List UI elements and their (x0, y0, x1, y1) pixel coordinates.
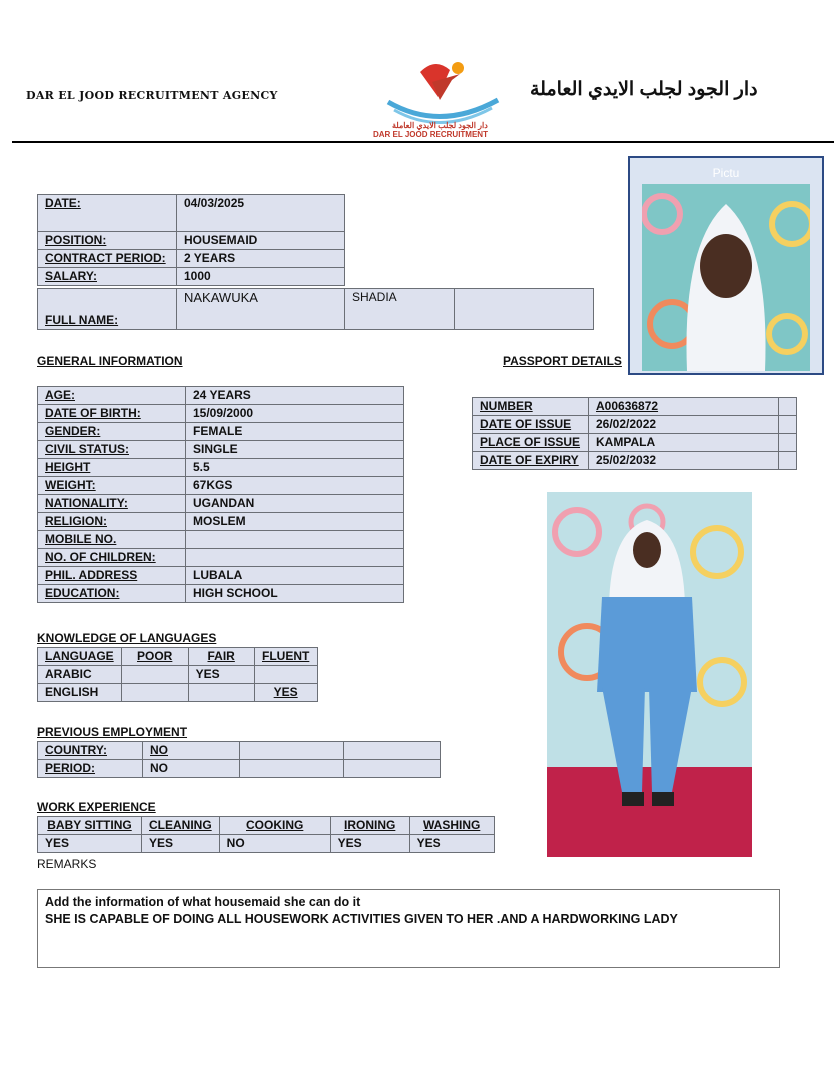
work-experience-header: COOKING (219, 817, 330, 835)
passport-label: NUMBER (473, 398, 589, 416)
last-name-value: SHADIA (345, 289, 455, 330)
job-info-table (37, 194, 345, 286)
table-row (38, 477, 404, 495)
previous-employment-table (37, 741, 441, 778)
empty-cell (240, 742, 344, 760)
general-info-value: HIGH SCHOOL (186, 585, 404, 603)
work-experience-value: YES (409, 835, 494, 853)
general-info-value: 67KGS (186, 477, 404, 495)
general-info-label: NO. OF CHILDREN: (38, 549, 186, 567)
table-row (38, 232, 345, 250)
language-fluent: YES (254, 684, 317, 702)
salary-label: SALARY: (38, 268, 177, 286)
table-row (38, 742, 441, 760)
table-row (473, 434, 797, 452)
general-information-title: GENERAL INFORMATION (37, 354, 183, 368)
language-header: POOR (121, 648, 188, 666)
logo-text-arabic: دار الجود لجلب الايدي العاملة (392, 121, 488, 130)
general-info-value: FEMALE (186, 423, 404, 441)
general-info-value (186, 549, 404, 567)
languages-title: KNOWLEDGE OF LANGUAGES (37, 631, 217, 645)
languages-table (37, 647, 318, 702)
country-label: COUNTRY: (38, 742, 143, 760)
table-row (38, 195, 345, 232)
empty-cell (344, 760, 441, 778)
work-experience-value: YES (330, 835, 409, 853)
salary-value: 1000 (177, 268, 345, 286)
passport-label: DATE OF EXPIRY (473, 452, 589, 470)
table-row (38, 585, 404, 603)
work-experience-title: WORK EXPERIENCE (37, 800, 156, 814)
header-divider (12, 141, 834, 143)
general-info-value (186, 531, 404, 549)
position-label: POSITION: (38, 232, 177, 250)
general-info-label: RELIGION: (38, 513, 186, 531)
passport-photo-frame (628, 156, 824, 375)
country-value: NO (143, 742, 240, 760)
previous-employment-title: PREVIOUS EMPLOYMENT (37, 725, 188, 739)
language-fair (188, 684, 254, 702)
general-information-table (37, 386, 404, 603)
table-row (38, 250, 345, 268)
period-label: PERIOD: (38, 760, 143, 778)
table-row (38, 387, 404, 405)
table-row (473, 452, 797, 470)
full-body-photo (547, 492, 752, 857)
table-row (38, 835, 495, 853)
table-row (38, 817, 495, 835)
passport-details-title: PASSPORT DETAILS (503, 354, 622, 368)
logo-text-english: DAR EL JOOD RECRUITMENT (373, 130, 488, 139)
date-label: DATE: (38, 195, 177, 232)
general-info-label: HEIGHT (38, 459, 186, 477)
passport-label: PLACE OF ISSUE (473, 434, 589, 452)
language-fair: YES (188, 666, 254, 684)
table-row (38, 423, 404, 441)
contract-period-value: 2 YEARS (177, 250, 345, 268)
passport-value: 25/02/2032 (589, 452, 779, 470)
agency-name-arabic: دار الجود لجلب الايدي العاملة (530, 79, 758, 100)
table-row (38, 567, 404, 585)
work-experience-header: BABY SITTING (38, 817, 142, 835)
general-info-label: MOBILE NO. (38, 531, 186, 549)
passport-value: A00636872 (589, 398, 779, 416)
language-name: ENGLISH (38, 684, 122, 702)
general-info-label: EDUCATION: (38, 585, 186, 603)
empty-cell (779, 416, 797, 434)
passport-details-table (472, 397, 797, 470)
table-row (38, 441, 404, 459)
table-row (38, 268, 345, 286)
work-experience-table (37, 816, 495, 853)
passport-label: DATE OF ISSUE (473, 416, 589, 434)
language-poor (121, 684, 188, 702)
passport-value: 26/02/2022 (589, 416, 779, 434)
empty-cell (344, 742, 441, 760)
general-info-value: 24 YEARS (186, 387, 404, 405)
table-row (38, 513, 404, 531)
general-info-value: 15/09/2000 (186, 405, 404, 423)
work-experience-value: NO (219, 835, 330, 853)
full-name-table (37, 288, 594, 330)
table-row (38, 405, 404, 423)
work-experience-header: WASHING (409, 817, 494, 835)
general-info-label: NATIONALITY: (38, 495, 186, 513)
remarks-box (37, 889, 780, 968)
language-header: LANGUAGE (38, 648, 122, 666)
language-poor (121, 666, 188, 684)
table-row (38, 289, 594, 330)
full-name-label: FULL NAME: (38, 289, 177, 330)
remarks-line-1: Add the information of what housemaid she can do it (45, 895, 361, 909)
general-info-label: PHIL. ADDRESS (38, 567, 186, 585)
work-experience-value: YES (38, 835, 142, 853)
table-row (38, 549, 404, 567)
position-value: HOUSEMAID (177, 232, 345, 250)
general-info-label: DATE OF BIRTH: (38, 405, 186, 423)
table-row (38, 459, 404, 477)
table-row (38, 666, 318, 684)
language-fluent (254, 666, 317, 684)
general-info-label: WEIGHT: (38, 477, 186, 495)
language-header: FAIR (188, 648, 254, 666)
empty-cell (779, 434, 797, 452)
remarks-title: REMARKS (37, 857, 97, 871)
general-info-value: 5.5 (186, 459, 404, 477)
general-info-value: SINGLE (186, 441, 404, 459)
date-value: 04/03/2025 (177, 195, 345, 232)
general-info-value: LUBALA (186, 567, 404, 585)
language-name: ARABIC (38, 666, 122, 684)
work-experience-value: YES (142, 835, 220, 853)
table-row (38, 531, 404, 549)
general-info-label: CIVIL STATUS: (38, 441, 186, 459)
table-row (473, 398, 797, 416)
empty-cell (779, 398, 797, 416)
passport-photo (642, 184, 810, 371)
table-row (38, 760, 441, 778)
general-info-label: GENDER: (38, 423, 186, 441)
empty-cell (240, 760, 344, 778)
first-name-value: NAKAWUKA (177, 289, 345, 330)
general-info-value: UGANDAN (186, 495, 404, 513)
remarks-line-2: SHE IS CAPABLE OF DOING ALL HOUSEWORK ACTIVITIES GIVEN TO HER .AND A HARDWORKING LADY (45, 912, 678, 926)
table-row (38, 648, 318, 666)
general-info-label: AGE: (38, 387, 186, 405)
contract-period-label: CONTRACT PERIOD: (38, 250, 177, 268)
name-extra-cell (455, 289, 594, 330)
passport-value: KAMPALA (589, 434, 779, 452)
empty-cell (779, 452, 797, 470)
period-value: NO (143, 760, 240, 778)
work-experience-header: IRONING (330, 817, 409, 835)
table-row (38, 495, 404, 513)
general-info-value: MOSLEM (186, 513, 404, 531)
table-row (473, 416, 797, 434)
photo-caption: Pictu (712, 166, 740, 180)
agency-name-english: DAR EL JOOD RECRUITMENT AGENCY (26, 89, 278, 102)
language-header: FLUENT (254, 648, 317, 666)
table-row (38, 684, 318, 702)
work-experience-header: CLEANING (142, 817, 220, 835)
